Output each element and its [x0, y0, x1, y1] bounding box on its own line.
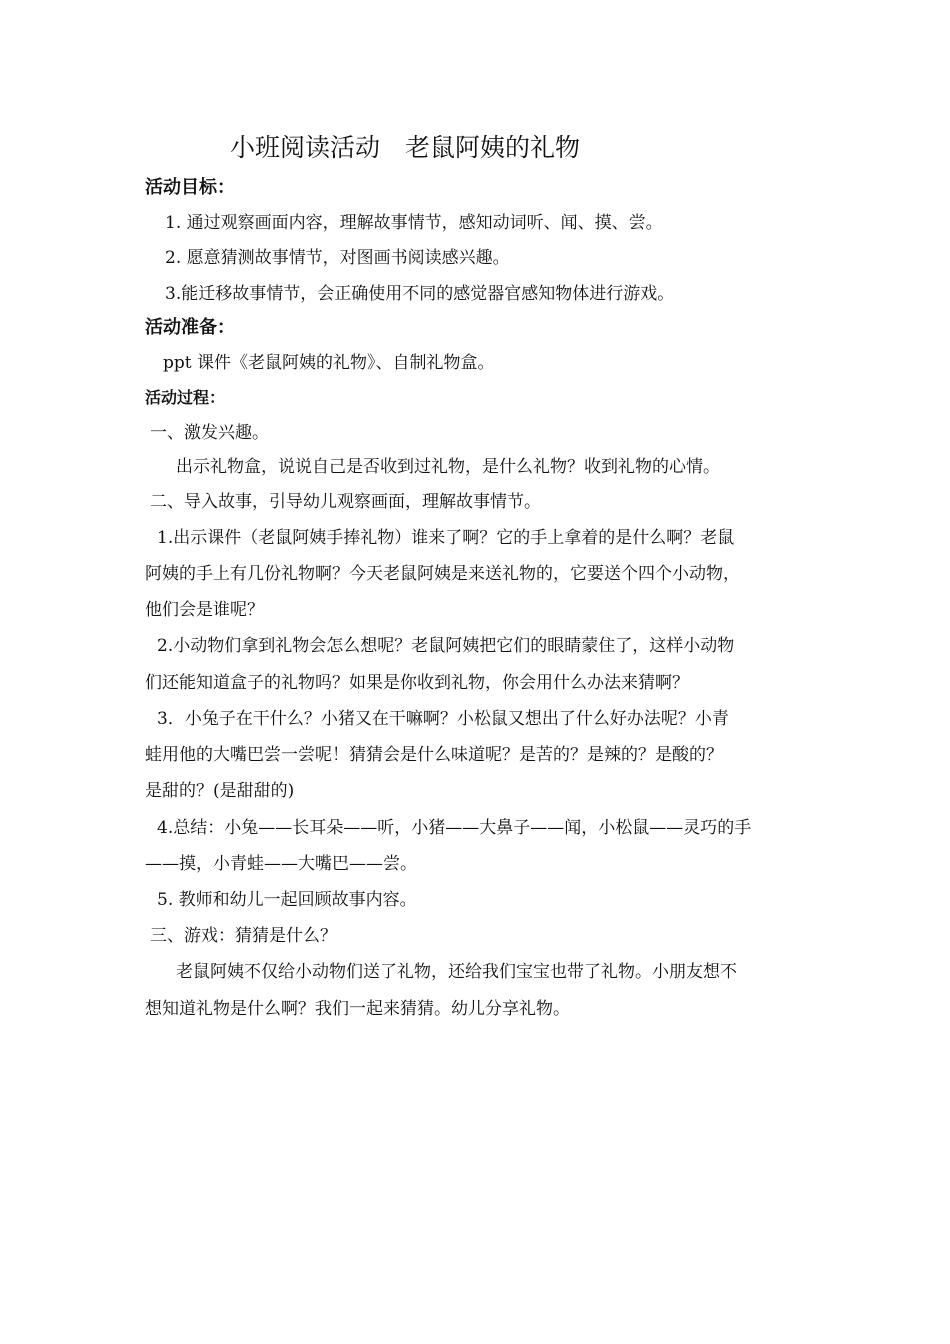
- section-3-line-1: 老鼠阿姨不仅给小动物们送了礼物，还给我们宝宝也带了礼物。小朋友想不: [176, 962, 737, 982]
- item-4-line-2: ——摸，小青蛙——大嘴巴——尝。: [145, 854, 417, 874]
- goal-item-2: 2. 愿意猜测故事情节，对图画书阅读感兴趣。: [165, 248, 510, 268]
- item-2-line-2: 们还能知道盒子的礼物吗？如果是你收到礼物，你会用什么办法来猜啊？: [145, 673, 689, 693]
- goal-item-1: 1. 通过观察画面内容，理解故事情节，感知动词听、闻、摸、尝。: [165, 213, 663, 233]
- item-3-line-2: 蛙用他的大嘴巴尝一尝呢！猜猜会是什么味道呢？是苦的？是辣的？是酸的？: [145, 745, 723, 765]
- item-2-line-1: 2.小动物们拿到礼物会怎么想呢？老鼠阿姨把它们的眼睛蒙住了，这样小动物: [157, 636, 735, 656]
- item-3-line-3: 是甜的？(是甜甜的): [145, 781, 295, 801]
- process-heading: 活动过程：: [145, 388, 226, 407]
- item-1-line-2: 阿姨的手上有几份礼物啊？今天老鼠阿姨是来送礼物的，它要送个四个小动物，: [145, 564, 740, 584]
- prep-heading: 活动准备：: [145, 317, 235, 338]
- item-1-line-1: 1.出示课件（老鼠阿姨手捧礼物）谁来了啊？它的手上拿着的是什么啊？老鼠: [157, 528, 735, 548]
- document-title: 小班阅读活动 老鼠阿姨的礼物: [230, 133, 581, 162]
- item-3-line-1: 3．小兔子在干什么？小猪又在干嘛啊？小松鼠又想出了什么好办法呢？小青: [157, 709, 729, 729]
- item-5: 5. 教师和幼儿一起回顾故事内容。: [157, 890, 417, 910]
- section-3-line-2: 想知道礼物是什么啊？我们一起来猜猜。幼儿分享礼物。: [145, 999, 570, 1019]
- item-4-line-1: 4.总结：小兔——长耳朵——听，小猪——大鼻子——闻，小松鼠——灵巧的手: [157, 818, 752, 838]
- section-3-heading: 三、游戏：猜猜是什么？: [150, 926, 337, 946]
- goals-heading: 活动目标：: [145, 177, 235, 198]
- section-2-heading: 二、导入故事，引导幼儿观察画面，理解故事情节。: [150, 492, 541, 512]
- section-1-heading: 一、激发兴趣。: [150, 423, 269, 443]
- section-1-text: 出示礼物盒，说说自己是否收到过礼物，是什么礼物？收到礼物的心情。: [176, 457, 720, 477]
- goal-item-3: 3.能迁移故事情节，会正确使用不同的感觉器官感知物体进行游戏。: [165, 284, 675, 304]
- item-1-line-3: 他们会是谁呢？: [145, 600, 264, 620]
- prep-text: ppt 课件《老鼠阿姨的礼物》、自制礼物盒。: [163, 353, 495, 373]
